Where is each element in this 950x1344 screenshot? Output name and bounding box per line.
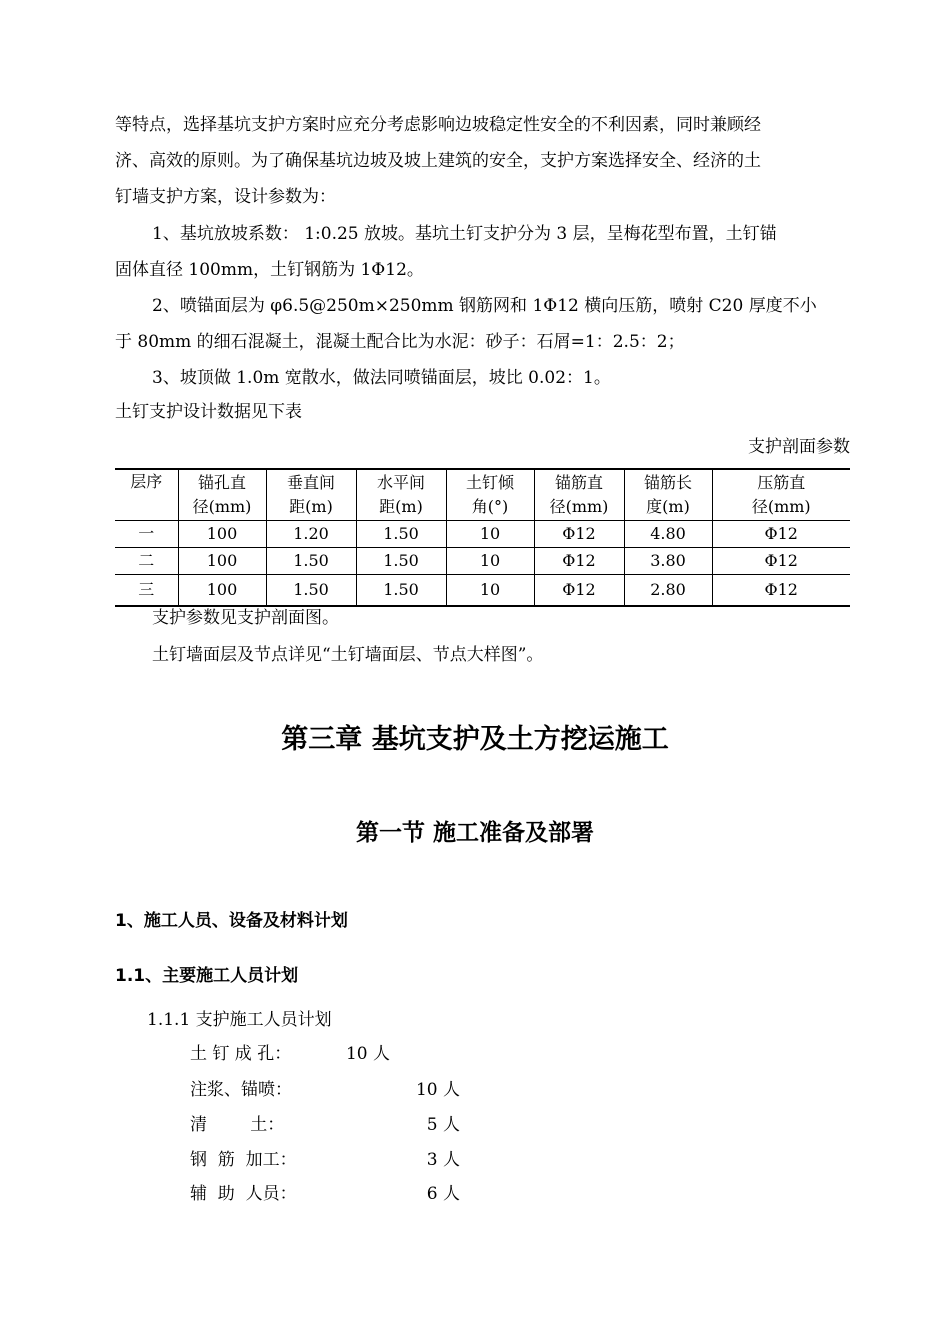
header-cell: 锚筋直 径(mm)	[534, 469, 624, 521]
paragraph-line: 于 80mm 的细石混凝土，混凝土配合比为水泥：砂子：石屑=1：2.5：2；	[115, 332, 685, 352]
heading-level-1: 1、施工人员、设备及材料计划	[115, 911, 348, 931]
paragraph-line: 固体直径 100mm，土钉钢筋为 1Φ12。	[115, 260, 424, 280]
header-cell: 水平间 距(m)	[356, 469, 446, 521]
table-cell: 10	[446, 548, 534, 575]
header-cell: 锚筋长 度(m)	[624, 469, 712, 521]
staff-role: 钢 筋 加工：	[190, 1150, 297, 1170]
table-note: 支护参数见支护剖面图。	[152, 608, 339, 628]
header-cell: 垂直间 距(m)	[266, 469, 356, 521]
paragraph-line: 济、高效的原则。为了确保基坑边坡及坡上建筑的安全，支护方案选择安全、经济的土	[115, 151, 761, 171]
design-param-2: 2、喷锚面层为 φ6.5@250m×250mm 钢筋网和 1Φ12 横向压筋，喷射 C20 厚度不小	[152, 296, 817, 316]
staff-role: 清 土：	[190, 1115, 285, 1135]
table-cell: Φ12	[534, 521, 624, 548]
header-cell: 土钉倾 角(°)	[446, 469, 534, 521]
table-cell: 100	[178, 548, 266, 575]
staff-count: 3 人	[426, 1150, 460, 1170]
section-title: 第一节 施工准备及部署	[355, 820, 594, 846]
staff-role: 注浆、锚喷：	[190, 1080, 292, 1100]
design-param-1: 1、基坑放坡系数： 1:0.25 放坡。基坑土钉支护分为 3 层，呈梅花型布置，土钉锚	[152, 224, 777, 244]
table-cell: 2.80	[624, 575, 712, 607]
table-cell: 1.50	[356, 521, 446, 548]
table-cell: Φ12	[712, 521, 850, 548]
table-cell: 1.20	[266, 521, 356, 548]
table-cell: 1.50	[266, 548, 356, 575]
table-cell: Φ12	[712, 548, 850, 575]
staff-count: 10 人	[345, 1044, 390, 1064]
table-row	[115, 575, 850, 607]
table-caption: 支护剖面参数	[748, 437, 850, 457]
table-cell: 10	[446, 575, 534, 607]
design-param-3: 3、坡顶做 1.0m 宽散水，做法同喷锚面层，坡比 0.02：1。	[152, 368, 611, 388]
table-cell: 一	[115, 521, 178, 548]
heading-level-3: 1.1.1 支护施工人员计划	[147, 1010, 332, 1030]
table-intro: 土钉支护设计数据见下表	[115, 402, 302, 422]
staff-count: 5 人	[426, 1115, 460, 1135]
staff-role: 辅 助 人员：	[190, 1184, 297, 1204]
heading-level-2: 1.1、主要施工人员计划	[115, 966, 299, 986]
paragraph-line: 钉墙支护方案，设计参数为：	[115, 187, 336, 207]
header-cell: 压筋直 径(mm)	[712, 469, 850, 521]
staff-count: 6 人	[426, 1184, 460, 1204]
table-cell: 4.80	[624, 521, 712, 548]
table-row	[115, 548, 850, 575]
table-note: 土钉墙面层及节点详见“土钉墙面层、节点大样图”。	[152, 645, 544, 665]
paragraph-line: 等特点，选择基坑支护方案时应充分考虑影响边坡稳定性安全的不利因素，同时兼顾经	[115, 115, 761, 135]
chapter-title: 第三章 基坑支护及土方挖运施工	[281, 724, 669, 755]
table-cell: 3.80	[624, 548, 712, 575]
staff-count: 10 人	[415, 1080, 460, 1100]
table-cell: 三	[115, 575, 178, 607]
table-cell: Φ12	[534, 548, 624, 575]
table-cell: Φ12	[534, 575, 624, 607]
table-row	[115, 521, 850, 548]
table-cell: 10	[446, 521, 534, 548]
table-cell: 二	[115, 548, 178, 575]
table-cell: 1.50	[356, 575, 446, 607]
table-cell: 100	[178, 575, 266, 607]
support-parameter-table	[115, 468, 850, 607]
table-header-row	[115, 469, 850, 521]
table-cell: 100	[178, 521, 266, 548]
table-cell: 1.50	[266, 575, 356, 607]
header-cell: 层序	[115, 469, 178, 521]
table-cell: Φ12	[712, 575, 850, 607]
table-cell: 1.50	[356, 548, 446, 575]
header-cell: 锚孔直 径(mm)	[178, 469, 266, 521]
staff-role: 土 钉 成 孔：	[190, 1044, 292, 1064]
